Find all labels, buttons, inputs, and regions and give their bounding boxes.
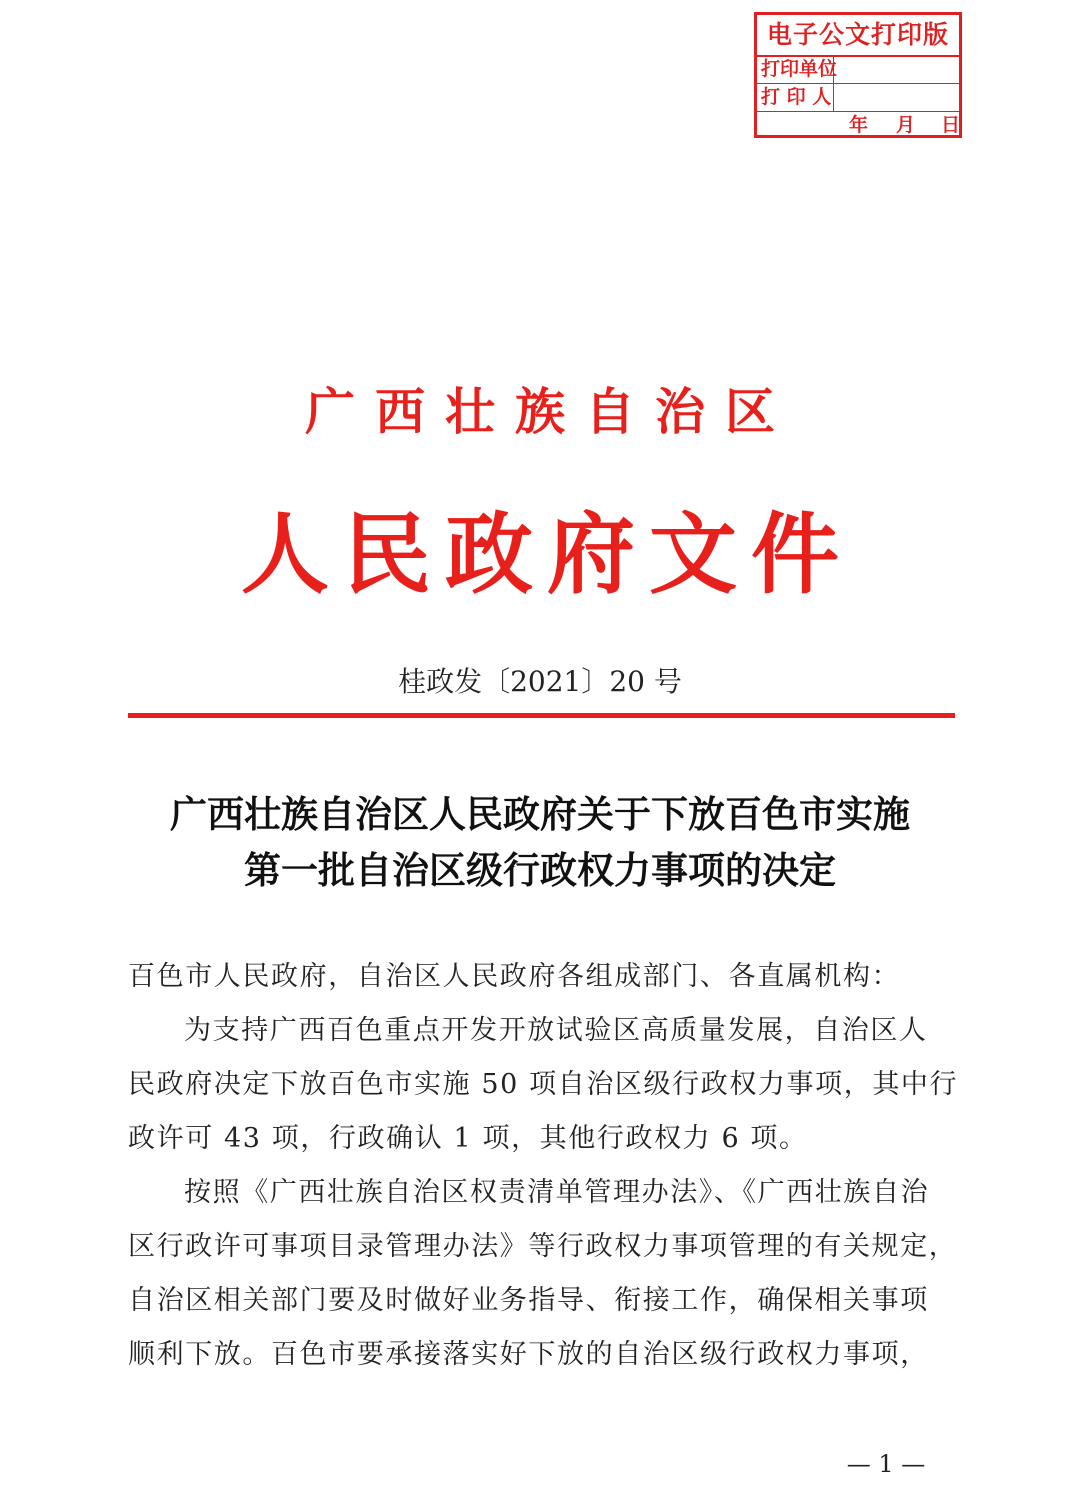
stamp-day-label: 日 — [941, 114, 961, 136]
paragraph-2-line-4: 顺利下放。百色市要承接落实好下放的自治区级行政权力事项， — [128, 1339, 929, 1370]
title-line-2: 第一批自治区级行政权力事项的决定 — [244, 848, 836, 892]
stamp-print-unit-label: 打印单位 — [761, 56, 834, 83]
red-divider — [128, 713, 955, 718]
paragraph-1-line-2: 民政府决定下放百色市实施 50 项自治区级行政权力事项，其中行 — [128, 1069, 959, 1100]
salutation: 百色市人民政府，自治区人民政府各组成部门、各直属机构： — [128, 961, 901, 992]
stamp-row-printer — [757, 84, 959, 112]
paragraph-2-line-3: 自治区相关部门要及时做好业务指导、衔接工作，确保相关事项 — [128, 1285, 929, 1316]
title-line-1: 广西壮族自治区人民政府关于下放百色市实施 — [170, 792, 910, 836]
document-body — [128, 950, 958, 1382]
paragraph-1-line-3: 政许可 43 项，行政确认 1 项，其他行政权力 6 项。 — [128, 1123, 808, 1154]
issuer-document-type: 人民政府文件 — [240, 502, 853, 606]
paragraph-2-line-1: 按照《广西壮族自治区权责清单管理办法》、《广西壮族自治 — [184, 1177, 930, 1208]
page-number: — 1 — — [846, 1450, 926, 1478]
print-stamp — [754, 12, 962, 138]
stamp-month-label: 月 — [896, 114, 916, 136]
stamp-row-print-unit — [757, 56, 959, 84]
paragraph-2-line-2: 区行政许可事项目录管理办法》等行政权力事项管理的有关规定， — [128, 1231, 958, 1262]
issuer-name: 广西壮族自治区 — [305, 382, 795, 441]
stamp-date-row — [757, 113, 959, 137]
document-title — [100, 786, 980, 898]
stamp-year-label: 年 — [849, 114, 869, 136]
stamp-title: 电子公文打印版 — [757, 15, 959, 57]
paragraph-1-line-1: 为支持广西百色重点开发开放试验区高质量发展，自治区人 — [184, 1015, 928, 1046]
stamp-printer-label: 打 印 人 — [761, 84, 834, 111]
document-number: 桂政发〔2021〕20 号 — [398, 665, 682, 698]
